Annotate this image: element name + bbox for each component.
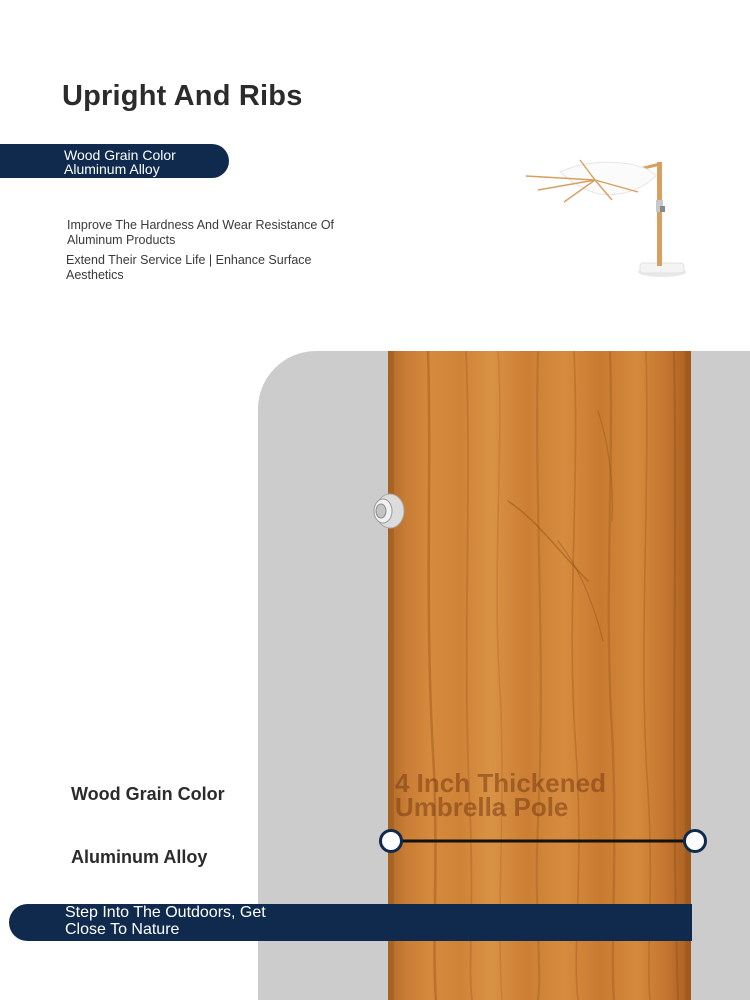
pole-size-label-line1: 4 Inch Thickened	[395, 768, 606, 798]
color-label: Wood Grain Color	[71, 784, 225, 804]
umbrella-thumbnail-image	[520, 150, 695, 285]
locking-knob-icon	[368, 492, 406, 530]
feature-service-life-line2: Aesthetics	[66, 267, 124, 282]
material-badge-line1: Wood Grain Color	[64, 147, 176, 163]
material-label: Aluminum Alloy	[71, 847, 208, 867]
material-badge-line2: Aluminum Alloy	[64, 161, 160, 177]
bottom-banner-line1: Step Into The Outdoors, Get	[65, 904, 266, 921]
feature-service-life-line1: Extend Their Service Life | Enhance Surface	[66, 253, 312, 267]
material-badge	[0, 144, 229, 178]
diameter-dimension-line	[378, 826, 710, 856]
bottom-banner-line2: Close To Nature	[65, 921, 180, 938]
feature-hardness-line2: Aluminum Products	[67, 232, 176, 247]
pole-size-label	[395, 768, 606, 822]
pole-closeup-image	[388, 351, 691, 1000]
pole-size-label-line2: Umbrella Pole	[395, 792, 569, 822]
feature-hardness-line1: Improve The Hardness And Wear Resistance Of	[67, 218, 335, 232]
bottom-banner	[9, 904, 692, 941]
feature-hardness	[67, 218, 367, 247]
page-title: Upright And Ribs	[62, 80, 303, 112]
feature-service-life	[66, 253, 366, 282]
